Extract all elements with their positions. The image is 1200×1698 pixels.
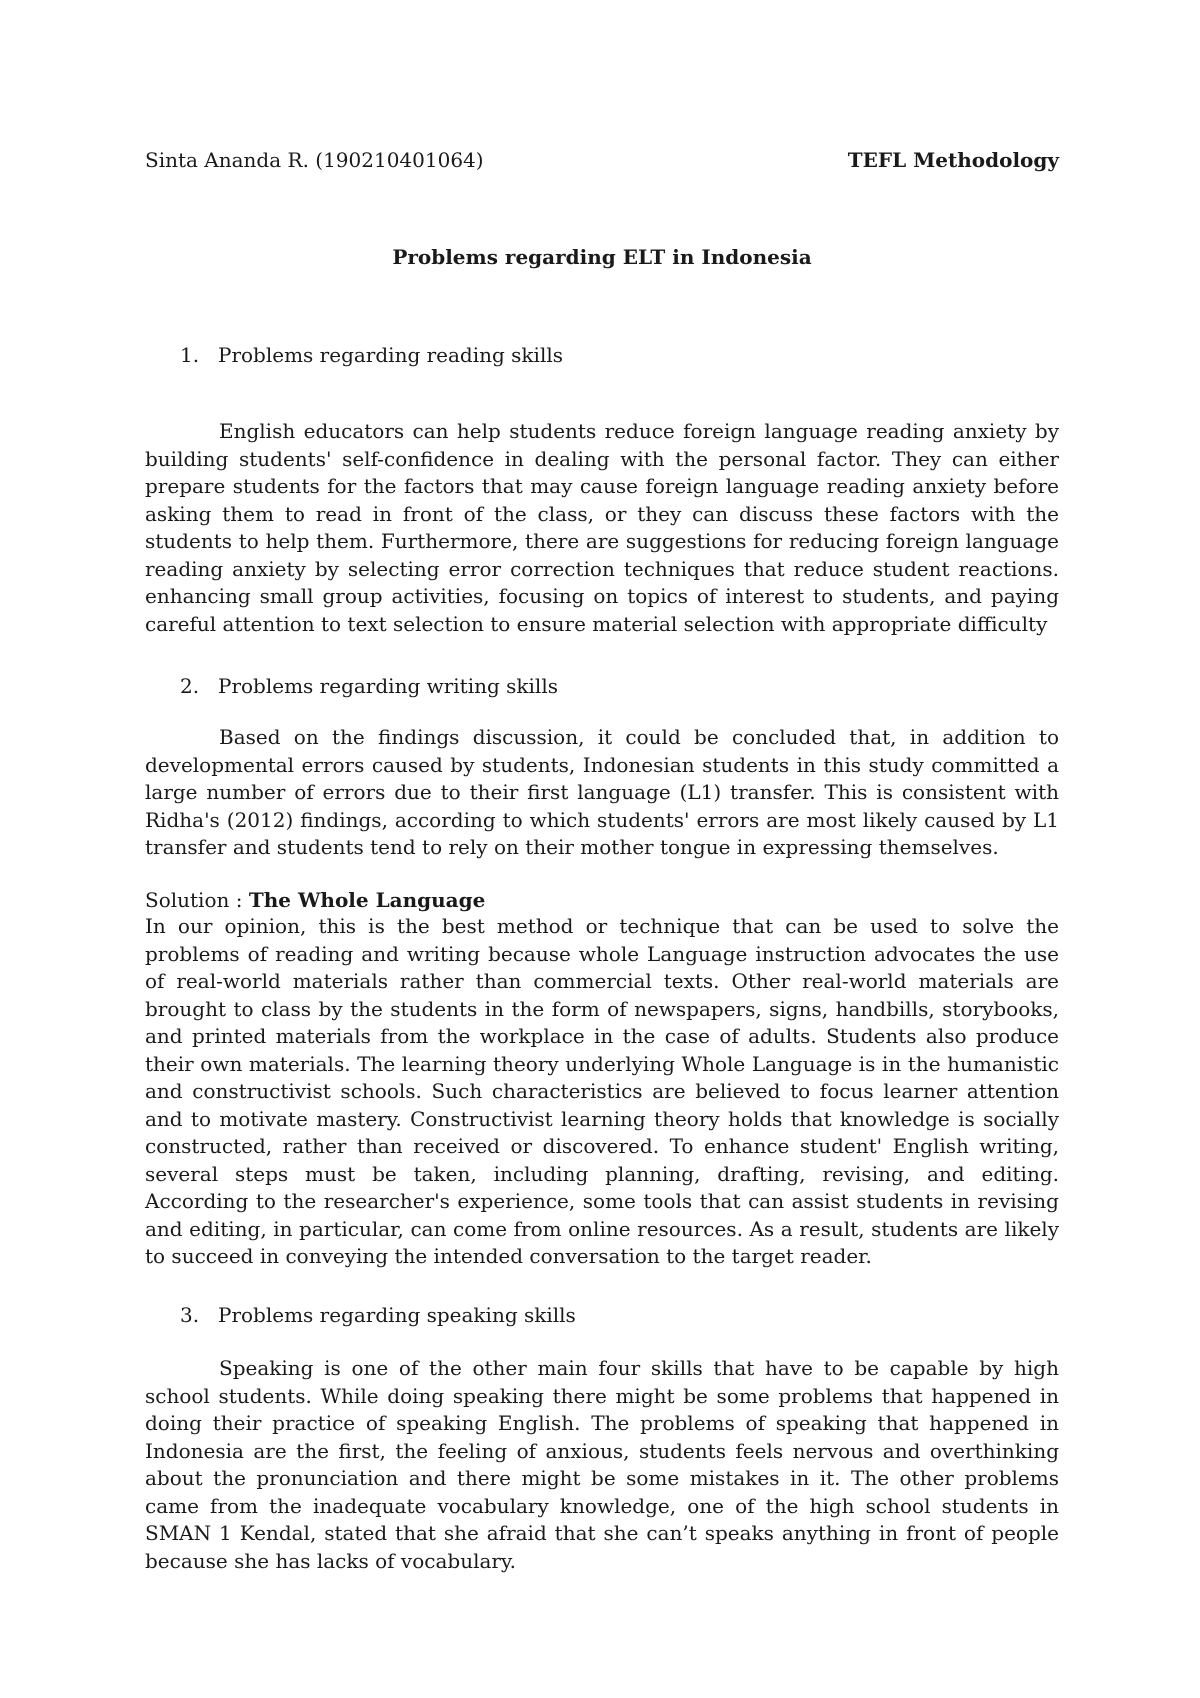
section-paragraph-writing: Based on the findings discussion, it could be concluded that, in addition to developmental errors caused by students, Indonesian students in this study committed a large number of errors due to their first language (L1) transfer. This is consistent with Ridha's (2012) findings, according to which students' errors are most likely caused by L1 transfer and students tend to rely on their mother tongue in expressing themselves. — [145, 725, 1059, 859]
course-name: TEFL Methodology — [847, 148, 1059, 172]
document-title: Problems regarding ELT in Indonesia — [392, 245, 812, 269]
section-heading-reading — [180, 341, 563, 369]
solution-prefix: Solution : — [145, 888, 249, 912]
section-heading-speaking — [180, 1301, 576, 1329]
section-heading-text: Problems regarding writing skills — [218, 674, 558, 698]
author-line: Sinta Ananda R. (190210401064) — [145, 148, 484, 172]
section-number: 1. — [180, 343, 200, 367]
section-paragraph-speaking: Speaking is one of the other main four skills that have to be capable by high school students. While doing speaking there might be some problems that happened in doing their practice of speaking English. The problems of speaking that happened in Indonesia are the first, the feeling of anxious, students feels nervous and overthinking about the pronunciation and there might be some mistakes in it. The other problems came from the inadequate vocabulary knowledge, one of the high school students in SMAN 1 Kendal, stated that she afraid that she can’t speaks anything in front of people because she has lacks of vocabulary. — [145, 1356, 1059, 1573]
section-paragraph-reading: English educators can help students reduce foreign language reading anxiety by building students' self-confidence in dealing with the personal factor. They can either prepare students for the factors that may cause foreign language reading anxiety before asking them to read in front of the class, or they can discuss these factors with the students to help them. Furthermore, there are suggestions for reducing foreign language reading anxiety by selecting error correction techniques that reduce student reactions. enhancing small group activities, focusing on topics of interest to students, and paying careful attention to text selection to ensure material selection with appropriate difficulty — [145, 419, 1059, 636]
section-heading-text: Problems regarding reading skills — [218, 343, 563, 367]
solution-name: The Whole Language — [248, 888, 486, 912]
solution-heading — [145, 886, 485, 914]
document-header — [145, 146, 1059, 174]
solution-paragraph: In our opinion, this is the best method or technique that can be used to solve the problems of reading and writing because whole Language instruction advocates the use of real-world materials rather than commercial texts. Other real-world materials are brought to class by the students in the form of newspapers, signs, handbills, storybooks, and printed materials from the workplace in the case of adults. Students also produce their own materials. The learning theory underlying Whole Language is in the humanistic and constructivist schools. Such characteristics are believed to focus learner attention and to motivate mastery. Constructivist learning theory holds that knowledge is socially constructed, rather than received or discovered. To enhance student' English writing, several steps must be taken, including planning, drafting, revising, and editing. According to the researcher's experience, some tools that can assist students in revising and editing, in particular, can come from online resources. As a result, students are likely to succeed in conveying the intended conversation to the target reader. — [145, 914, 1059, 1268]
section-number: 2. — [180, 674, 200, 698]
section-number: 3. — [180, 1303, 200, 1327]
section-heading-text: Problems regarding speaking skills — [218, 1303, 576, 1327]
document-page — [145, 0, 1059, 1698]
section-heading-writing — [180, 672, 558, 700]
